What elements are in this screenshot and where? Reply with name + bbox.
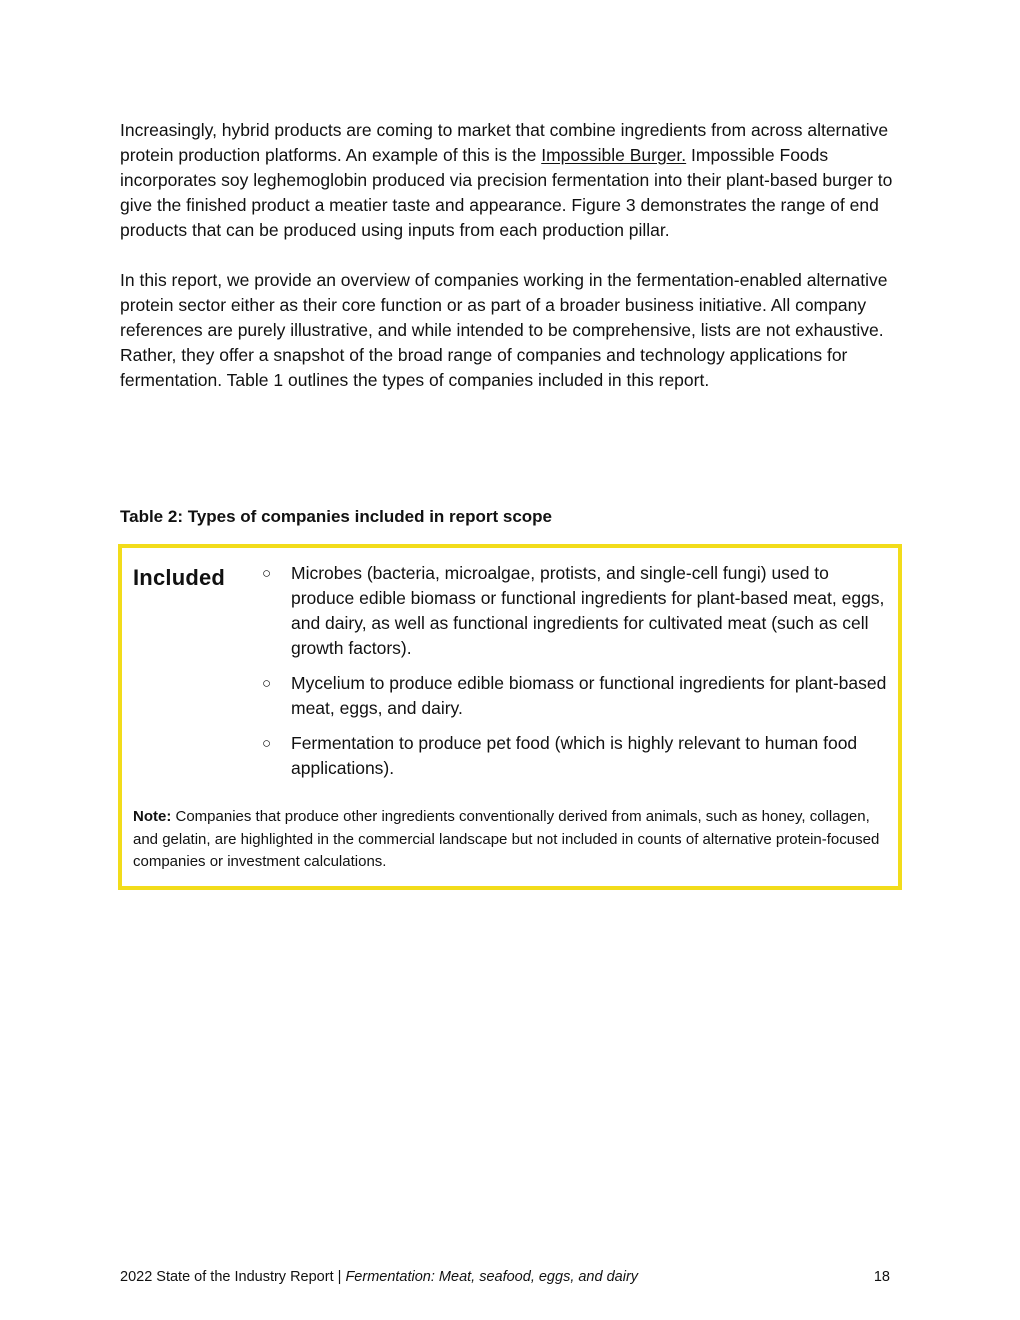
footer-report-title: Fermentation: Meat, seafood, eggs, and dairy — [345, 1269, 639, 1285]
included-label: Included — [133, 565, 226, 590]
paragraph-hybrid-products — [120, 118, 902, 243]
circle-bullet-icon: ○ — [262, 565, 272, 582]
note-label: Note: — [133, 808, 172, 825]
note-text: Companies that produce other ingredients conventionally derived from animals, such as honey, collagen, and gelatin, are highlighted in the commercial landscape but not included in counts of alternative protein-focused companies or investment calculations. — [133, 808, 880, 870]
circle-bullet-icon: ○ — [262, 675, 272, 692]
list-item-text: Mycelium to produce edible biomass or functional ingredients for plant-based meat, eggs, and dairy. — [291, 673, 887, 718]
list-item — [262, 731, 892, 781]
page-number: 18 — [873, 1269, 890, 1285]
impossible-burger-link[interactable]: Impossible Burger. — [541, 145, 687, 165]
scope-table — [118, 544, 902, 890]
circle-bullet-icon: ○ — [262, 735, 272, 752]
footer-report-name: 2022 State of the Industry Report | — [120, 1269, 346, 1285]
paragraph-1-rest: Impossible Foods incorporates soy leghemoglobin produced via precision fermentation into their plant-based burger to give the finished product a meatier taste and appearance. Figure 3 demonstrates the range of end products that can be produced using inputs from each production pillar. — [120, 145, 893, 240]
table-note — [133, 806, 883, 874]
list-item — [262, 561, 892, 661]
included-list — [262, 561, 892, 791]
list-item-text: Fermentation to produce pet food (which is highly relevant to human food applications). — [291, 733, 858, 778]
paragraph-1-intro: Increasingly, hybrid products are coming to market that combine ingredients from across alternative protein production platforms. An example of this is the — [120, 120, 889, 165]
list-item-text: Microbes (bacteria, microalgae, protists, and single-cell fungi) used to produce edible biomass or functional ingredients for plant-based meat, eggs, and dairy, as well as functional ingredients for cultivated meat (such as cell growth factors). — [291, 563, 885, 658]
body-text — [120, 118, 902, 393]
table-caption: Table 2: Types of companies included in report scope — [120, 507, 553, 526]
list-item — [262, 671, 892, 721]
paragraph-report-overview: In this report, we provide an overview of companies working in the fermentation-enabled alternative protein sector either as their core function or as part of a broader business initiative. All company references are purely illustrative, and while intended to be comprehensive, lists are not exhaustive. Rather, they offer a snapshot of the broad range of companies and technology applications for fermentation. Table 1 outlines the types of companies included in this report. — [120, 270, 888, 390]
page-footer — [120, 1267, 890, 1287]
